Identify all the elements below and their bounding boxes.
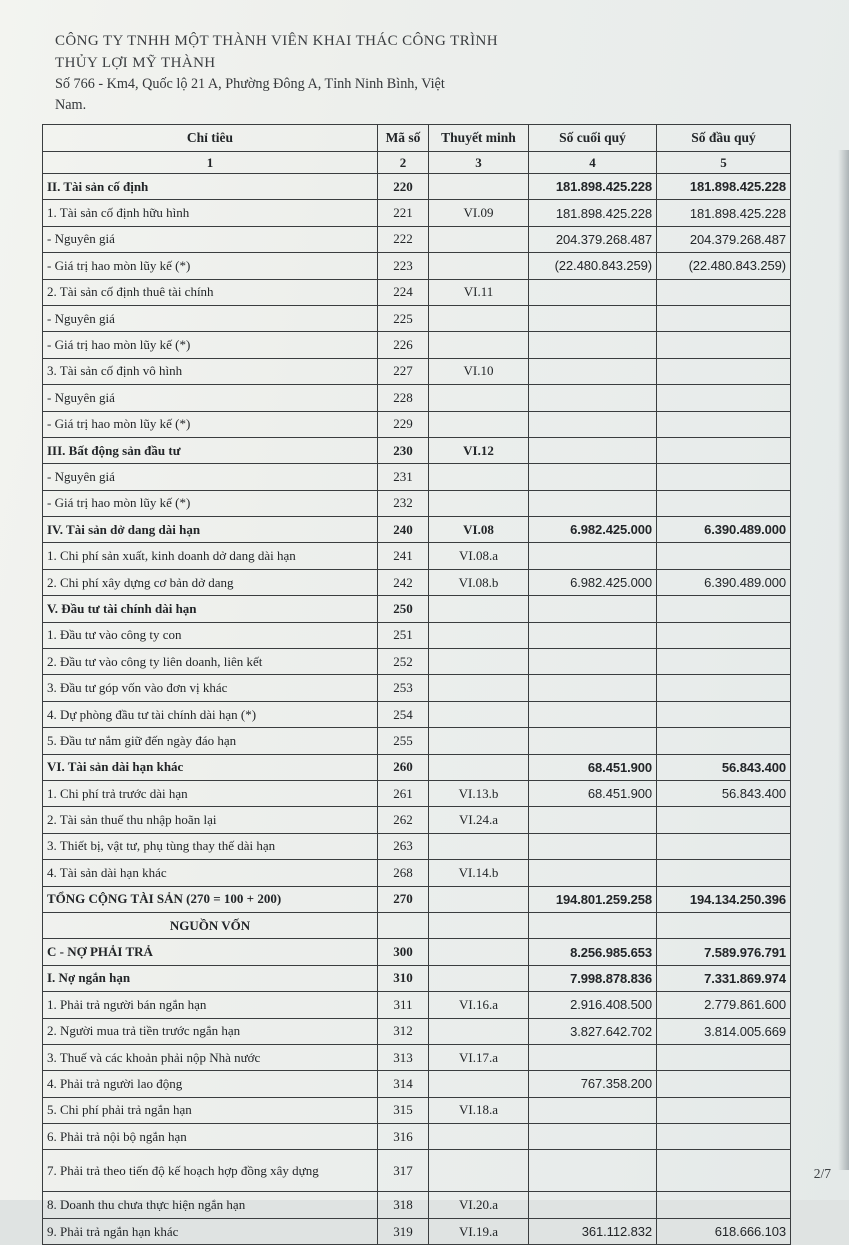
row-note: VI.12 [429,437,529,463]
row-value-end-quarter: 767.358.200 [529,1071,657,1097]
row-value-end-quarter: 194.801.259.258 [529,886,657,912]
row-note [429,649,529,675]
col-header-ma-so: Mã số [378,125,429,152]
row-value-end-quarter [529,385,657,411]
table-row [43,490,791,516]
row-code: 300 [378,939,429,965]
table-head [43,125,791,174]
table-row [43,385,791,411]
table-body [43,174,791,1245]
row-label: III. Bất động sản đầu tư [43,437,378,463]
table-row [43,1192,791,1218]
row-value-end-quarter [529,860,657,886]
table-row [43,1124,791,1150]
col-number-1: 1 [43,152,378,174]
row-note [429,912,529,938]
row-note [429,253,529,279]
table-row [43,411,791,437]
row-value-start-quarter: 181.898.425.228 [657,174,791,200]
row-code: 314 [378,1071,429,1097]
row-value-start-quarter [657,675,791,701]
row-label: - Nguyên giá [43,385,378,411]
table-row [43,1018,791,1044]
row-label: NGUỒN VỐN [43,912,378,938]
row-note [429,174,529,200]
row-value-start-quarter [657,833,791,859]
row-note [429,596,529,622]
row-label: 1. Đầu tư vào công ty con [43,622,378,648]
row-label: 3. Thuế và các khoản phải nộp Nhà nước [43,1044,378,1070]
company-address-line1: Số 766 - Km4, Quốc lộ 21 A, Phường Đông A, Tỉnh Ninh Bình, Việt [55,76,445,92]
table-row [43,939,791,965]
row-value-end-quarter [529,1150,657,1192]
row-code: 230 [378,437,429,463]
row-value-start-quarter [657,543,791,569]
table-header-row [43,125,791,152]
row-code: 316 [378,1124,429,1150]
table-row [43,1044,791,1070]
row-note: VI.08.b [429,569,529,595]
row-value-start-quarter [657,1124,791,1150]
row-note [429,385,529,411]
table-row [43,833,791,859]
row-label: 7. Phải trả theo tiến độ kế hoạch hợp đồng xây dựng [43,1150,378,1192]
row-code: 255 [378,728,429,754]
table-row [43,569,791,595]
row-note [429,675,529,701]
table-row [43,596,791,622]
row-label: 6. Phải trả nội bộ ngắn hạn [43,1124,378,1150]
row-code: 310 [378,965,429,991]
row-code: 228 [378,385,429,411]
table-row [43,464,791,490]
row-note: VI.11 [429,279,529,305]
row-value-start-quarter [657,860,791,886]
row-code: 220 [378,174,429,200]
row-note: VI.20.a [429,1192,529,1218]
row-note [429,1071,529,1097]
row-label: 1. Chi phí trả trước dài hạn [43,780,378,806]
row-code: 260 [378,754,429,780]
row-value-start-quarter: 56.843.400 [657,754,791,780]
row-note [429,939,529,965]
table-row [43,728,791,754]
row-value-end-quarter [529,1192,657,1218]
table-row [43,1071,791,1097]
table-row [43,200,791,226]
row-label: 3. Đầu tư góp vốn vào đơn vị khác [43,675,378,701]
row-value-start-quarter [657,305,791,331]
col-number-4: 4 [529,152,657,174]
row-code: 319 [378,1218,429,1244]
row-value-end-quarter: 181.898.425.228 [529,200,657,226]
row-value-start-quarter [657,1071,791,1097]
row-value-end-quarter: 204.379.268.487 [529,226,657,252]
row-value-end-quarter [529,622,657,648]
row-value-end-quarter: 6.982.425.000 [529,569,657,595]
row-value-end-quarter [529,912,657,938]
row-value-end-quarter [529,543,657,569]
row-code: 225 [378,305,429,331]
row-note: VI.17.a [429,1044,529,1070]
row-note [429,1124,529,1150]
row-note: VI.08 [429,517,529,543]
row-value-start-quarter: 6.390.489.000 [657,569,791,595]
row-code: 227 [378,358,429,384]
row-value-end-quarter: 68.451.900 [529,780,657,806]
row-value-start-quarter [657,1044,791,1070]
row-value-start-quarter [657,912,791,938]
row-value-end-quarter [529,701,657,727]
row-value-start-quarter [657,728,791,754]
row-code: 250 [378,596,429,622]
row-value-end-quarter [529,490,657,516]
table-row [43,517,791,543]
col-header-chi-tieu: Chỉ tiêu [43,125,378,152]
row-code: 232 [378,490,429,516]
row-label: V. Đầu tư tài chính dài hạn [43,596,378,622]
row-code: 241 [378,543,429,569]
row-value-start-quarter: 204.379.268.487 [657,226,791,252]
row-label: 1. Chi phí sản xuất, kinh doanh dở dang dài hạn [43,543,378,569]
row-code: 242 [378,569,429,595]
table-row [43,649,791,675]
row-value-end-quarter [529,437,657,463]
row-value-start-quarter [657,649,791,675]
row-value-end-quarter [529,675,657,701]
row-code [378,912,429,938]
table-row [43,701,791,727]
table-row [43,332,791,358]
row-label: - Giá trị hao mòn lũy kế (*) [43,411,378,437]
row-value-start-quarter [657,332,791,358]
row-value-start-quarter: 618.666.103 [657,1218,791,1244]
row-label: 3. Thiết bị, vật tư, phụ tùng thay thế dài hạn [43,833,378,859]
balance-sheet-table [42,124,791,1245]
row-value-end-quarter: 68.451.900 [529,754,657,780]
row-value-start-quarter [657,622,791,648]
row-label: 2. Chi phí xây dựng cơ bản dở dang [43,569,378,595]
row-label: 4. Phải trả người lao động [43,1071,378,1097]
row-note [429,332,529,358]
row-label: TỔNG CỘNG TÀI SẢN (270 = 100 + 200) [43,886,378,912]
row-note: VI.18.a [429,1097,529,1123]
row-value-start-quarter: 7.589.976.791 [657,939,791,965]
row-label: - Giá trị hao mòn lũy kế (*) [43,253,378,279]
row-value-end-quarter: 361.112.832 [529,1218,657,1244]
row-label: 1. Phải trả người bán ngắn hạn [43,992,378,1018]
row-value-start-quarter [657,385,791,411]
row-label: 2. Đầu tư vào công ty liên doanh, liên kết [43,649,378,675]
row-note [429,754,529,780]
row-value-start-quarter: (22.480.843.259) [657,253,791,279]
table-row [43,437,791,463]
row-label: 4. Dự phòng đầu tư tài chính dài hạn (*) [43,701,378,727]
row-value-start-quarter [657,490,791,516]
row-value-end-quarter: 181.898.425.228 [529,174,657,200]
row-note [429,464,529,490]
row-value-start-quarter [657,437,791,463]
company-name-line1: CÔNG TY TNHH MỘT THÀNH VIÊN KHAI THÁC CÔNG TRÌNH [55,33,498,49]
col-number-5: 5 [657,152,791,174]
row-code: 229 [378,411,429,437]
row-value-start-quarter [657,358,791,384]
row-code: 254 [378,701,429,727]
row-value-end-quarter [529,332,657,358]
row-code: 240 [378,517,429,543]
row-note: VI.13.b [429,780,529,806]
row-code: 223 [378,253,429,279]
row-note [429,701,529,727]
row-value-start-quarter [657,1192,791,1218]
col-number-2: 2 [378,152,429,174]
row-note: VI.10 [429,358,529,384]
table-row [43,305,791,331]
row-label: 2. Tài sản thuế thu nhập hoãn lại [43,807,378,833]
row-value-end-quarter: 3.827.642.702 [529,1018,657,1044]
row-label: VI. Tài sản dài hạn khác [43,754,378,780]
row-value-end-quarter [529,1124,657,1150]
col-header-so-cuoi-quy: Số cuối quý [529,125,657,152]
table-row [43,622,791,648]
table-row [43,1097,791,1123]
row-code: 315 [378,1097,429,1123]
row-label: 2. Người mua trả tiền trước ngắn hạn [43,1018,378,1044]
row-value-end-quarter [529,358,657,384]
row-value-end-quarter [529,464,657,490]
row-code: 222 [378,226,429,252]
row-value-end-quarter [529,1097,657,1123]
row-value-end-quarter: 7.998.878.836 [529,965,657,991]
row-code: 311 [378,992,429,1018]
table-row [43,1218,791,1244]
row-code: 270 [378,886,429,912]
row-note: VI.09 [429,200,529,226]
row-code: 268 [378,860,429,886]
row-label: - Nguyên giá [43,226,378,252]
table-row [43,992,791,1018]
row-label: - Nguyên giá [43,305,378,331]
row-note: VI.19.a [429,1218,529,1244]
row-code: 318 [378,1192,429,1218]
company-letterhead [55,31,498,115]
row-value-end-quarter [529,1044,657,1070]
row-value-end-quarter: 8.256.985.653 [529,939,657,965]
row-code: 253 [378,675,429,701]
company-name-line2: THỦY LỢI MỸ THÀNH [55,54,216,71]
row-code: 221 [378,200,429,226]
table-row [43,912,791,938]
table-row [43,279,791,305]
row-note: VI.08.a [429,543,529,569]
table-row [43,543,791,569]
row-label: 1. Tài sản cố định hữu hình [43,200,378,226]
row-note: VI.16.a [429,992,529,1018]
row-note [429,305,529,331]
row-value-end-quarter [529,596,657,622]
table-row [43,1150,791,1192]
table-row [43,780,791,806]
row-code: 231 [378,464,429,490]
row-label: 3. Tài sản cố định vô hình [43,358,378,384]
row-code: 251 [378,622,429,648]
row-value-end-quarter [529,807,657,833]
table-row [43,358,791,384]
company-address-line2: Nam. [55,96,87,113]
row-note [429,622,529,648]
row-value-start-quarter [657,1150,791,1192]
table-row [43,886,791,912]
row-label: C - NỢ PHẢI TRẢ [43,939,378,965]
row-note [429,1150,529,1192]
row-label: 9. Phải trả ngắn hạn khác [43,1218,378,1244]
row-value-start-quarter: 3.814.005.669 [657,1018,791,1044]
row-label: 8. Doanh thu chưa thực hiện ngắn hạn [43,1192,378,1218]
row-code: 317 [378,1150,429,1192]
row-label: 5. Đầu tư nắm giữ đến ngày đáo hạn [43,728,378,754]
row-label: 2. Tài sản cố định thuê tài chính [43,279,378,305]
row-value-start-quarter [657,807,791,833]
row-code: 224 [378,279,429,305]
table-row [43,965,791,991]
table-row [43,754,791,780]
row-value-end-quarter [529,279,657,305]
row-label: - Nguyên giá [43,464,378,490]
row-value-end-quarter [529,305,657,331]
col-header-so-dau-quy: Số đầu quý [657,125,791,152]
row-value-end-quarter: 6.982.425.000 [529,517,657,543]
row-note [429,226,529,252]
row-code: 252 [378,649,429,675]
row-value-start-quarter [657,464,791,490]
table-row [43,226,791,252]
row-note [429,728,529,754]
row-note [429,965,529,991]
row-value-start-quarter: 181.898.425.228 [657,200,791,226]
row-note: VI.24.a [429,807,529,833]
row-code: 226 [378,332,429,358]
row-value-start-quarter [657,701,791,727]
table-row [43,174,791,200]
row-note [429,886,529,912]
row-code: 261 [378,780,429,806]
col-number-3: 3 [429,152,529,174]
row-value-end-quarter: 2.916.408.500 [529,992,657,1018]
table-row [43,253,791,279]
row-note [429,411,529,437]
row-value-end-quarter [529,833,657,859]
row-value-end-quarter [529,728,657,754]
row-value-end-quarter: (22.480.843.259) [529,253,657,279]
row-value-start-quarter [657,411,791,437]
row-label: 4. Tài sản dài hạn khác [43,860,378,886]
table-row [43,860,791,886]
scan-shadow-edge [838,150,849,1170]
row-note [429,1018,529,1044]
row-code: 262 [378,807,429,833]
row-code: 312 [378,1018,429,1044]
row-label: 5. Chi phí phải trả ngắn hạn [43,1097,378,1123]
row-value-start-quarter [657,596,791,622]
table-column-number-row [43,152,791,174]
row-value-start-quarter [657,1097,791,1123]
row-value-end-quarter [529,411,657,437]
table-row [43,807,791,833]
page-number: 2/7 [813,1166,831,1181]
row-value-start-quarter: 2.779.861.600 [657,992,791,1018]
row-value-start-quarter: 6.390.489.000 [657,517,791,543]
row-value-start-quarter: 7.331.869.974 [657,965,791,991]
row-note [429,833,529,859]
row-value-start-quarter: 56.843.400 [657,780,791,806]
row-value-end-quarter [529,649,657,675]
row-value-start-quarter [657,279,791,305]
row-label: IV. Tài sản dở dang dài hạn [43,517,378,543]
table-row [43,675,791,701]
row-label: I. Nợ ngắn hạn [43,965,378,991]
row-code: 263 [378,833,429,859]
row-value-start-quarter: 194.134.250.396 [657,886,791,912]
row-label: - Giá trị hao mòn lũy kế (*) [43,490,378,516]
row-label: II. Tài sản cố định [43,174,378,200]
row-note [429,490,529,516]
row-note: VI.14.b [429,860,529,886]
col-header-thuyet-minh: Thuyết minh [429,125,529,152]
row-label: - Giá trị hao mòn lũy kế (*) [43,332,378,358]
row-code: 313 [378,1044,429,1070]
